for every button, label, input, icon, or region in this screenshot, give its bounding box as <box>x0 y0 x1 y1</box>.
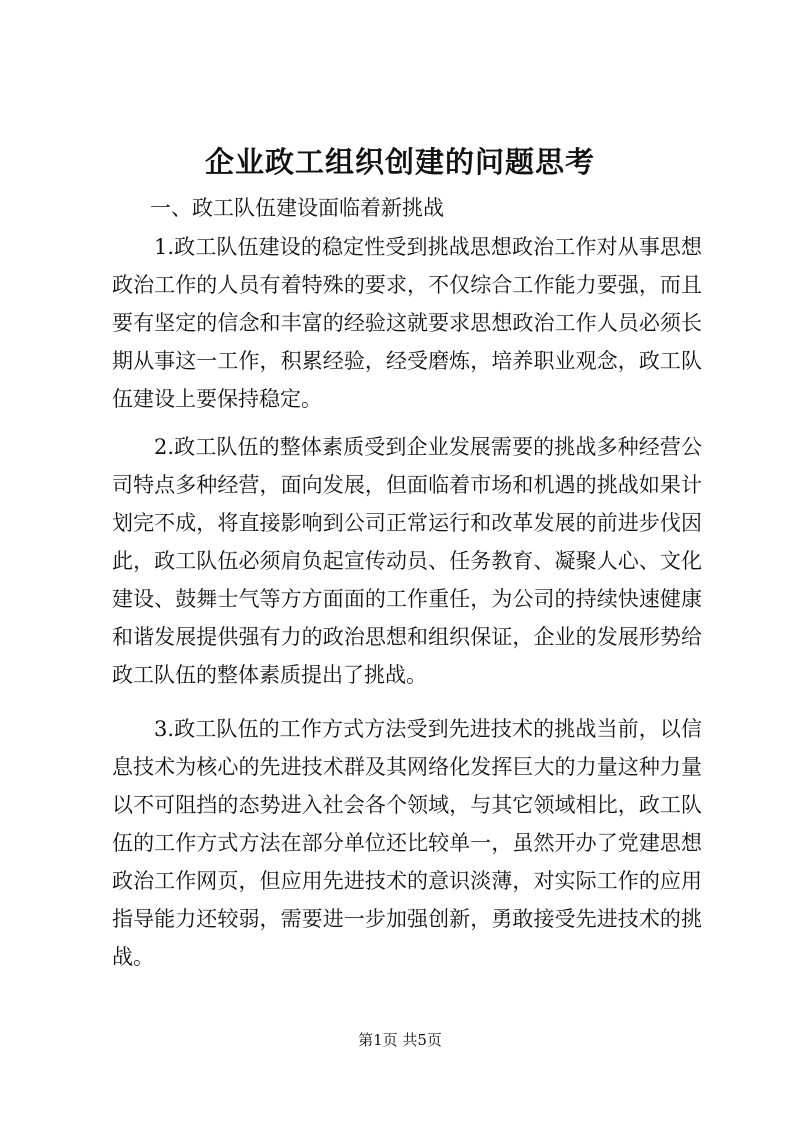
paragraph-3: 3.政工队伍的工作方式方法受到先进技术的挑战当前，以信息技术为核心的先进技术群及其网络化发挥巨大的力量这种力量以不可阻挡的态势进入社会各个领域，与其它领域相比，政工队伍的工作方式方法在部分单位还比较单一，虽然开办了党建思想政治工作网页，但应用先进技术的意识淡薄，对实际工作的应用指导能力还较弱，需要进一步加强创新，勇敢接受先进技术的挑战。 <box>112 717 702 969</box>
paragraph-2: 2.政工队伍的整体素质受到企业发展需要的挑战多种经营公司特点多种经营，面向发展，但面临着市场和机遇的挑战如果计划完不成，将直接影响到公司正常运行和改革发展的前进步伐因此，政工队伍必须肩负起宣传动员、任务教育、凝聚人心、文化建设、鼓舞士气等方方面面的工作重任，为公司的持续快速健康和谐发展提供强有力的政治思想和组织保证，企业的发展形势给政工队伍的整体素质提出了挑战。 <box>112 435 702 687</box>
section-heading: 一、政工队伍建设面临着新挑战 <box>150 196 444 220</box>
page-footer: 第1页 共5页 <box>358 1031 442 1049</box>
paragraph-1: 1.政工队伍建设的稳定性受到挑战思想政治工作对从事思想政治工作的人员有着特殊的要求，不仅综合工作能力要强，而且要有坚定的信念和丰富的经验这就要求思想政治工作人员必须长期从事这一工作，积累经验，经受磨炼，培养职业观念，政工队伍建设上要保持稳定。 <box>112 235 702 411</box>
document-title: 企业政工组织创建的问题思考 <box>204 145 595 179</box>
